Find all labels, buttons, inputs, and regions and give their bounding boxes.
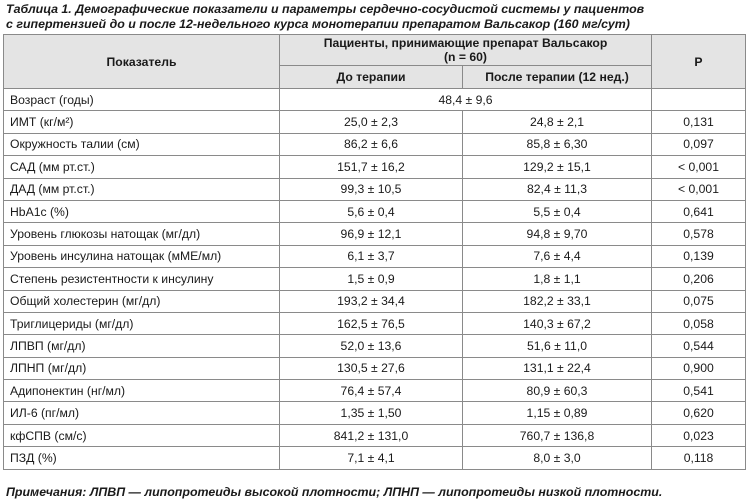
row-p: 0,131 — [652, 111, 746, 133]
row-p: 0,900 — [652, 357, 746, 379]
table-row — [4, 357, 746, 379]
row-p: < 0,001 — [652, 156, 746, 178]
row-p: 0,578 — [652, 223, 746, 245]
row-before: 841,2 ± 131,0 — [280, 424, 463, 446]
header-p: P — [652, 35, 746, 89]
table-note: Примечания: ЛПВП — липопротеиды высокой плотности; ЛПНП — липопротеиды низкой плотности. — [6, 485, 663, 499]
row-after: 8,0 ± 3,0 — [463, 447, 652, 469]
table-row — [4, 245, 746, 267]
row-after: 760,7 ± 136,8 — [463, 424, 652, 446]
row-before: 86,2 ± 6,6 — [280, 133, 463, 155]
table-row — [4, 268, 746, 290]
row-age-value: 48,4 ± 9,6 — [280, 89, 652, 111]
header-group-line-1: Пациенты, принимающие препарат Вальсакор — [323, 36, 608, 50]
row-label: Уровень инсулина натощак (мМЕ/мл) — [4, 245, 280, 267]
row-p: 0,118 — [652, 447, 746, 469]
table-row — [4, 402, 746, 424]
row-after: 129,2 ± 15,1 — [463, 156, 652, 178]
row-after: 131,1 ± 22,4 — [463, 357, 652, 379]
row-after: 1,8 ± 1,1 — [463, 268, 652, 290]
header-before: До терапии — [280, 66, 463, 89]
row-before: 7,1 ± 4,1 — [280, 447, 463, 469]
table-row — [4, 447, 746, 469]
table-row — [4, 200, 746, 222]
row-before: 96,9 ± 12,1 — [280, 223, 463, 245]
row-before: 162,5 ± 76,5 — [280, 312, 463, 334]
row-after: 51,6 ± 11,0 — [463, 335, 652, 357]
row-label: Возраст (годы) — [4, 89, 280, 111]
row-p: 0,058 — [652, 312, 746, 334]
table-row — [4, 335, 746, 357]
header-group — [280, 35, 652, 66]
caption-line-1: Таблица 1. Демографические показатели и параметры сердечно-сосудистой системы у пациентов — [6, 2, 645, 16]
table-header — [4, 35, 746, 89]
row-label: Степень резистентности к инсулину — [4, 268, 280, 290]
table-row — [4, 156, 746, 178]
table-row — [4, 178, 746, 200]
row-label: Общий холестерин (мг/дл) — [4, 290, 280, 312]
caption-line-2: с гипертензией до и после 12-недельного курса монотерапии препаратом Вальсакор (160 мг/сут) — [6, 17, 630, 31]
row-before: 76,4 ± 57,4 — [280, 380, 463, 402]
table-body — [4, 89, 746, 470]
row-before: 1,35 ± 1,50 — [280, 402, 463, 424]
header-indicator: Показатель — [4, 35, 280, 89]
row-p: 0,641 — [652, 200, 746, 222]
row-label: ПЗД (%) — [4, 447, 280, 469]
row-p: 0,620 — [652, 402, 746, 424]
row-after: 94,8 ± 9,70 — [463, 223, 652, 245]
row-before: 151,7 ± 16,2 — [280, 156, 463, 178]
row-p: 0,075 — [652, 290, 746, 312]
row-label: ДАД (мм рт.ст.) — [4, 178, 280, 200]
row-before: 52,0 ± 13,6 — [280, 335, 463, 357]
row-p: 0,139 — [652, 245, 746, 267]
row-label: ИЛ-6 (пг/мл) — [4, 402, 280, 424]
row-after: 140,3 ± 67,2 — [463, 312, 652, 334]
row-label: ИМТ (кг/м²) — [4, 111, 280, 133]
row-before: 6,1 ± 3,7 — [280, 245, 463, 267]
row-before: 1,5 ± 0,9 — [280, 268, 463, 290]
table-row — [4, 290, 746, 312]
row-before: 99,3 ± 10,5 — [280, 178, 463, 200]
row-p — [652, 89, 746, 111]
row-label: HbA1c (%) — [4, 200, 280, 222]
row-after: 7,6 ± 4,4 — [463, 245, 652, 267]
row-after: 85,8 ± 6,30 — [463, 133, 652, 155]
row-before: 5,6 ± 0,4 — [280, 200, 463, 222]
row-label: Триглицериды (мг/дл) — [4, 312, 280, 334]
row-p: 0,023 — [652, 424, 746, 446]
row-p: < 0,001 — [652, 178, 746, 200]
row-after: 24,8 ± 2,1 — [463, 111, 652, 133]
row-before: 193,2 ± 34,4 — [280, 290, 463, 312]
row-label: кфСПВ (см/с) — [4, 424, 280, 446]
table-row — [4, 312, 746, 334]
row-after: 82,4 ± 11,3 — [463, 178, 652, 200]
table-row — [4, 424, 746, 446]
row-label: Адипонектин (нг/мл) — [4, 380, 280, 402]
row-after: 1,15 ± 0,89 — [463, 402, 652, 424]
row-p: 0,544 — [652, 335, 746, 357]
row-label: ЛПНП (мг/дл) — [4, 357, 280, 379]
row-p: 0,206 — [652, 268, 746, 290]
row-label: Уровень глюкозы натощак (мг/дл) — [4, 223, 280, 245]
table-row — [4, 133, 746, 155]
table-row — [4, 111, 746, 133]
row-label: Окружность талии (см) — [4, 133, 280, 155]
row-label: САД (мм рт.ст.) — [4, 156, 280, 178]
table-row — [4, 380, 746, 402]
row-p: 0,541 — [652, 380, 746, 402]
row-label: ЛПВП (мг/дл) — [4, 335, 280, 357]
row-before: 130,5 ± 27,6 — [280, 357, 463, 379]
row-p: 0,097 — [652, 133, 746, 155]
table-row-age — [4, 89, 746, 111]
table-row — [4, 223, 746, 245]
row-after: 80,9 ± 60,3 — [463, 380, 652, 402]
row-after: 5,5 ± 0,4 — [463, 200, 652, 222]
table-caption — [6, 2, 746, 32]
row-before: 25,0 ± 2,3 — [280, 111, 463, 133]
header-after: После терапии (12 нед.) — [463, 66, 652, 89]
row-after: 182,2 ± 33,1 — [463, 290, 652, 312]
header-group-line-2: (n = 60) — [443, 50, 487, 64]
data-table — [3, 34, 746, 470]
